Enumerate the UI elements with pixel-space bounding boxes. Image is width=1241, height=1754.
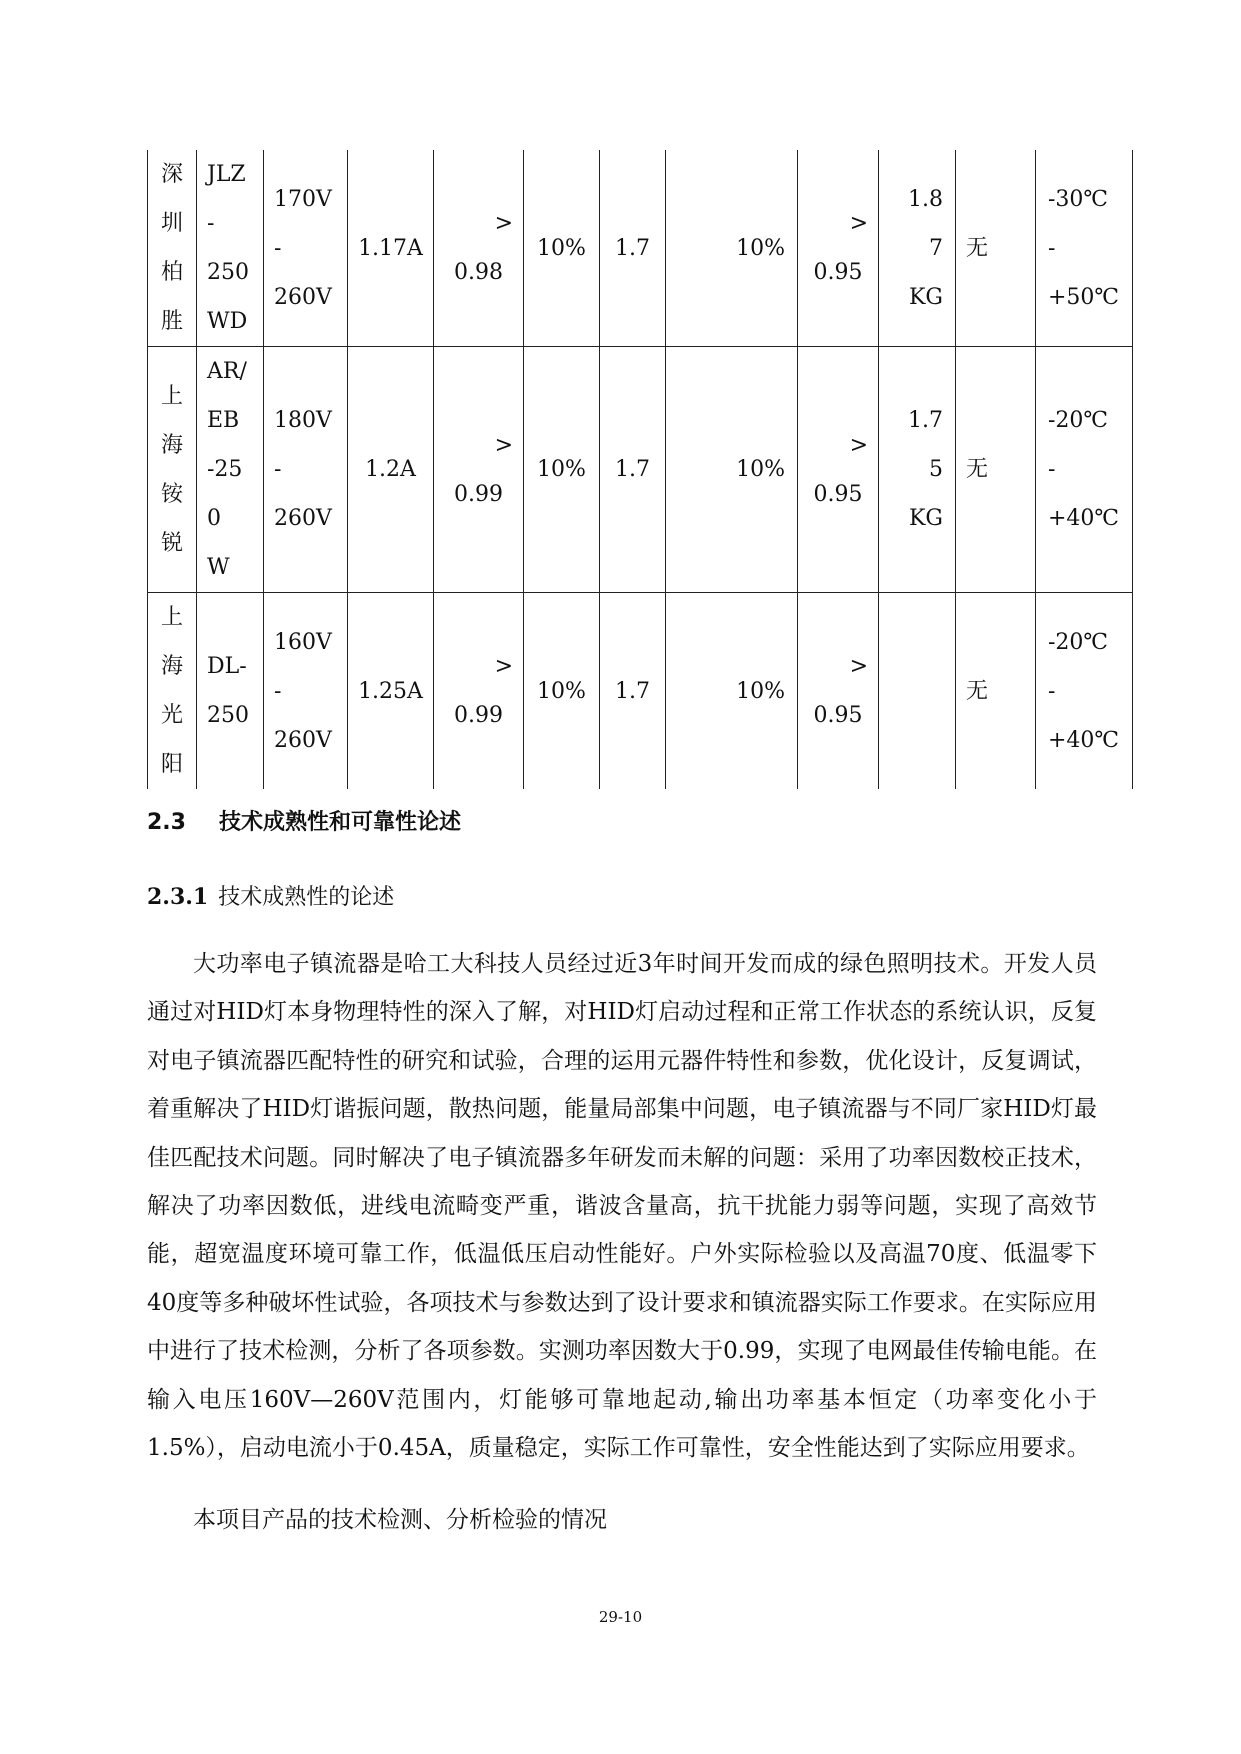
model-cell-line: AR/ xyxy=(207,359,247,384)
efficiency-cell-symbol: > xyxy=(849,211,868,236)
power-factor-cell-symbol: > xyxy=(494,432,513,458)
manufacturer-cell-line: 深 xyxy=(160,162,183,187)
manufacturer-cell-stack xyxy=(148,593,196,789)
section-heading xyxy=(147,805,461,836)
ballast-spec-table xyxy=(147,150,1133,789)
temperature-line: - xyxy=(1048,457,1056,482)
table-body xyxy=(148,150,1133,789)
ratio-cell: 1.7 xyxy=(600,347,666,593)
noise-cell: 无 xyxy=(956,347,1036,593)
temperature-cell xyxy=(1036,593,1133,790)
model-cell-line: WD xyxy=(207,309,248,334)
power-factor-cell xyxy=(434,150,524,347)
subsection-title: 技术成熟性的论述 xyxy=(218,885,395,910)
efficiency-cell-symbol: > xyxy=(849,654,868,679)
current-cell: 1.25A xyxy=(348,593,434,790)
temperature-line: -20℃ xyxy=(1048,408,1109,433)
percent-cell: 10% xyxy=(524,150,600,347)
noise-cell: 无 xyxy=(956,150,1036,347)
efficiency-cell xyxy=(798,150,879,347)
weight-line: 1.8 xyxy=(908,186,943,212)
weight-line: 5 xyxy=(929,457,943,482)
manufacturer-cell-line: 铵 xyxy=(160,481,183,507)
temperature-line: +50℃ xyxy=(1048,284,1120,310)
model-cell-line: DL- xyxy=(207,654,247,679)
model-cell-line: JLZ xyxy=(207,162,246,187)
percent-cell: 10% xyxy=(524,593,600,790)
voltage-cell-line: 180V xyxy=(274,408,332,433)
voltage-cell-line: 260V xyxy=(274,284,332,310)
percent-cell-2: 10% xyxy=(666,593,798,790)
model-cell-stack xyxy=(207,642,263,740)
voltage-cell-stack xyxy=(274,175,347,322)
paragraph-text: 本项目产品的技术检测、分析检验的情况 xyxy=(193,1507,607,1533)
voltage-cell-line: - xyxy=(274,235,282,261)
model-cell-line: EB xyxy=(207,408,240,433)
efficiency-cell-symbol: > xyxy=(849,432,868,458)
model-cell-stack xyxy=(207,347,263,592)
model-cell xyxy=(197,347,264,593)
voltage-cell-line: 160V xyxy=(274,629,332,655)
subsection-number: 2.3.1 xyxy=(147,884,209,910)
power-factor-cell xyxy=(434,347,524,593)
table-row xyxy=(148,347,1133,593)
subsection-heading xyxy=(147,880,394,911)
voltage-cell-line: - xyxy=(274,457,282,482)
voltage-cell-line: 260V xyxy=(274,506,332,531)
voltage-cell-line: 260V xyxy=(274,727,332,753)
temperature-line: - xyxy=(1048,235,1056,261)
temperature-cell xyxy=(1036,347,1133,593)
current-cell: 1.17A xyxy=(348,150,434,347)
paragraph-text: 大功率电子镇流器是哈工大科技人员经过近3年时间开发而成的绿色照明技术。开发人员通过对HID灯本身物理特性的深入了解，对HID灯启动过程和正常工作状态的系统认识，反复对电子镇流器匹配特性的研究和试验，合理的运用元器件特性和参数，优化设计，反复调试，着重解决了HID灯谐振问题，散热问题，能量局部集中问题，电子镇流器与不同厂家HID灯最佳匹配技术问题。同时解决了电子镇流器多年研发而未解的问题：采用了功率因数校正技术，解决了功率因数低，进线电流畸变严重，谐波含量高，抗干扰能力弱等问题，实现了高效节能，超宽温度环境可靠工作，低温低压启动性能好。户外实际检验以及高温70度、低温零下40度等多种破坏性试验，各项技术与参数达到了设计要求和镇流器实际工作要求。在实际应用中进行了技术检测，分析了各项参数。实测功率因数大于0.99，实现了电网最佳传输电能。在输入电压160V—260V范围内，灯能够可靠地起动,输出功率基本恒定（功率变化小于1.5%），启动电流小于0.45A，质量稳定，实际工作可靠性，安全性能达到了实际应用要求。 xyxy=(147,951,1097,1462)
weight-line: 1.7 xyxy=(908,408,943,433)
efficiency-cell-value: 0.95 xyxy=(813,260,863,285)
voltage-cell-stack xyxy=(274,396,347,543)
manufacturer-cell-line: 光 xyxy=(160,703,183,728)
voltage-cell-line: - xyxy=(274,678,282,704)
body-paragraph-1 xyxy=(147,940,1097,1472)
efficiency-cell xyxy=(798,593,879,790)
voltage-cell xyxy=(264,347,348,593)
temperature-line: - xyxy=(1048,678,1056,704)
power-factor-cell-symbol: > xyxy=(494,654,513,679)
body-paragraph-2 xyxy=(147,1496,1097,1544)
voltage-cell-stack xyxy=(274,618,347,765)
power-factor-cell-value: 0.98 xyxy=(454,260,503,285)
power-factor-cell-symbol: > xyxy=(494,211,513,236)
table-row xyxy=(148,593,1133,790)
manufacturer-cell-line: 海 xyxy=(160,654,183,679)
manufacturer-cell-line: 上 xyxy=(160,605,183,630)
power-factor-cell xyxy=(434,593,524,790)
percent-cell-2: 10% xyxy=(666,150,798,347)
weight-cell xyxy=(879,347,956,593)
weight-line: KG xyxy=(908,284,943,310)
percent-cell: 10% xyxy=(524,347,600,593)
temperature-cell xyxy=(1036,150,1133,347)
manufacturer-cell xyxy=(148,347,197,593)
manufacturer-cell-line: 柏 xyxy=(160,260,183,285)
efficiency-cell-value: 0.95 xyxy=(813,703,863,728)
current-cell: 1.2A xyxy=(348,347,434,593)
noise-cell: 无 xyxy=(956,593,1036,790)
manufacturer-cell-line: 海 xyxy=(160,432,183,458)
model-cell-line: -25 xyxy=(207,457,243,482)
voltage-cell-line: 170V xyxy=(274,186,332,212)
model-cell-line: - xyxy=(207,211,215,236)
manufacturer-cell-line: 圳 xyxy=(160,211,183,236)
weight-line: KG xyxy=(908,506,943,531)
manufacturer-cell xyxy=(148,593,197,790)
model-cell-line: 250 xyxy=(207,703,249,728)
power-factor-cell-value: 0.99 xyxy=(454,481,503,507)
model-cell-line: W xyxy=(207,555,230,580)
section-title: 技术成熟性和可靠性论述 xyxy=(219,810,462,835)
page-number: 29-10 xyxy=(598,1608,643,1626)
model-cell-line: 0 xyxy=(207,506,221,531)
manufacturer-cell-stack xyxy=(148,150,196,346)
model-cell-stack xyxy=(207,150,263,346)
temperature-line: -30℃ xyxy=(1048,186,1109,212)
percent-cell-2: 10% xyxy=(666,347,798,593)
temperature-line: -20℃ xyxy=(1048,629,1109,655)
manufacturer-cell-line: 阳 xyxy=(160,752,183,777)
weight-line: 7 xyxy=(929,235,943,261)
weight-cell xyxy=(879,150,956,347)
model-cell xyxy=(197,150,264,347)
efficiency-cell xyxy=(798,347,879,593)
efficiency-cell-value: 0.95 xyxy=(813,481,863,507)
manufacturer-cell-line: 上 xyxy=(160,383,183,409)
model-cell xyxy=(197,593,264,790)
manufacturer-cell-line: 胜 xyxy=(160,309,183,334)
manufacturer-cell-line: 锐 xyxy=(160,530,183,556)
manufacturer-cell xyxy=(148,150,197,347)
weight-cell xyxy=(879,593,956,790)
temperature-line: +40℃ xyxy=(1048,506,1120,531)
temperature-line: +40℃ xyxy=(1048,727,1120,753)
manufacturer-cell-stack xyxy=(148,372,196,568)
voltage-cell xyxy=(264,150,348,347)
voltage-cell xyxy=(264,593,348,790)
model-cell-line: 250 xyxy=(207,260,249,285)
section-number: 2.3 xyxy=(147,810,186,835)
table-row xyxy=(148,150,1133,347)
power-factor-cell-value: 0.99 xyxy=(454,703,503,728)
ratio-cell: 1.7 xyxy=(600,593,666,790)
ratio-cell: 1.7 xyxy=(600,150,666,347)
